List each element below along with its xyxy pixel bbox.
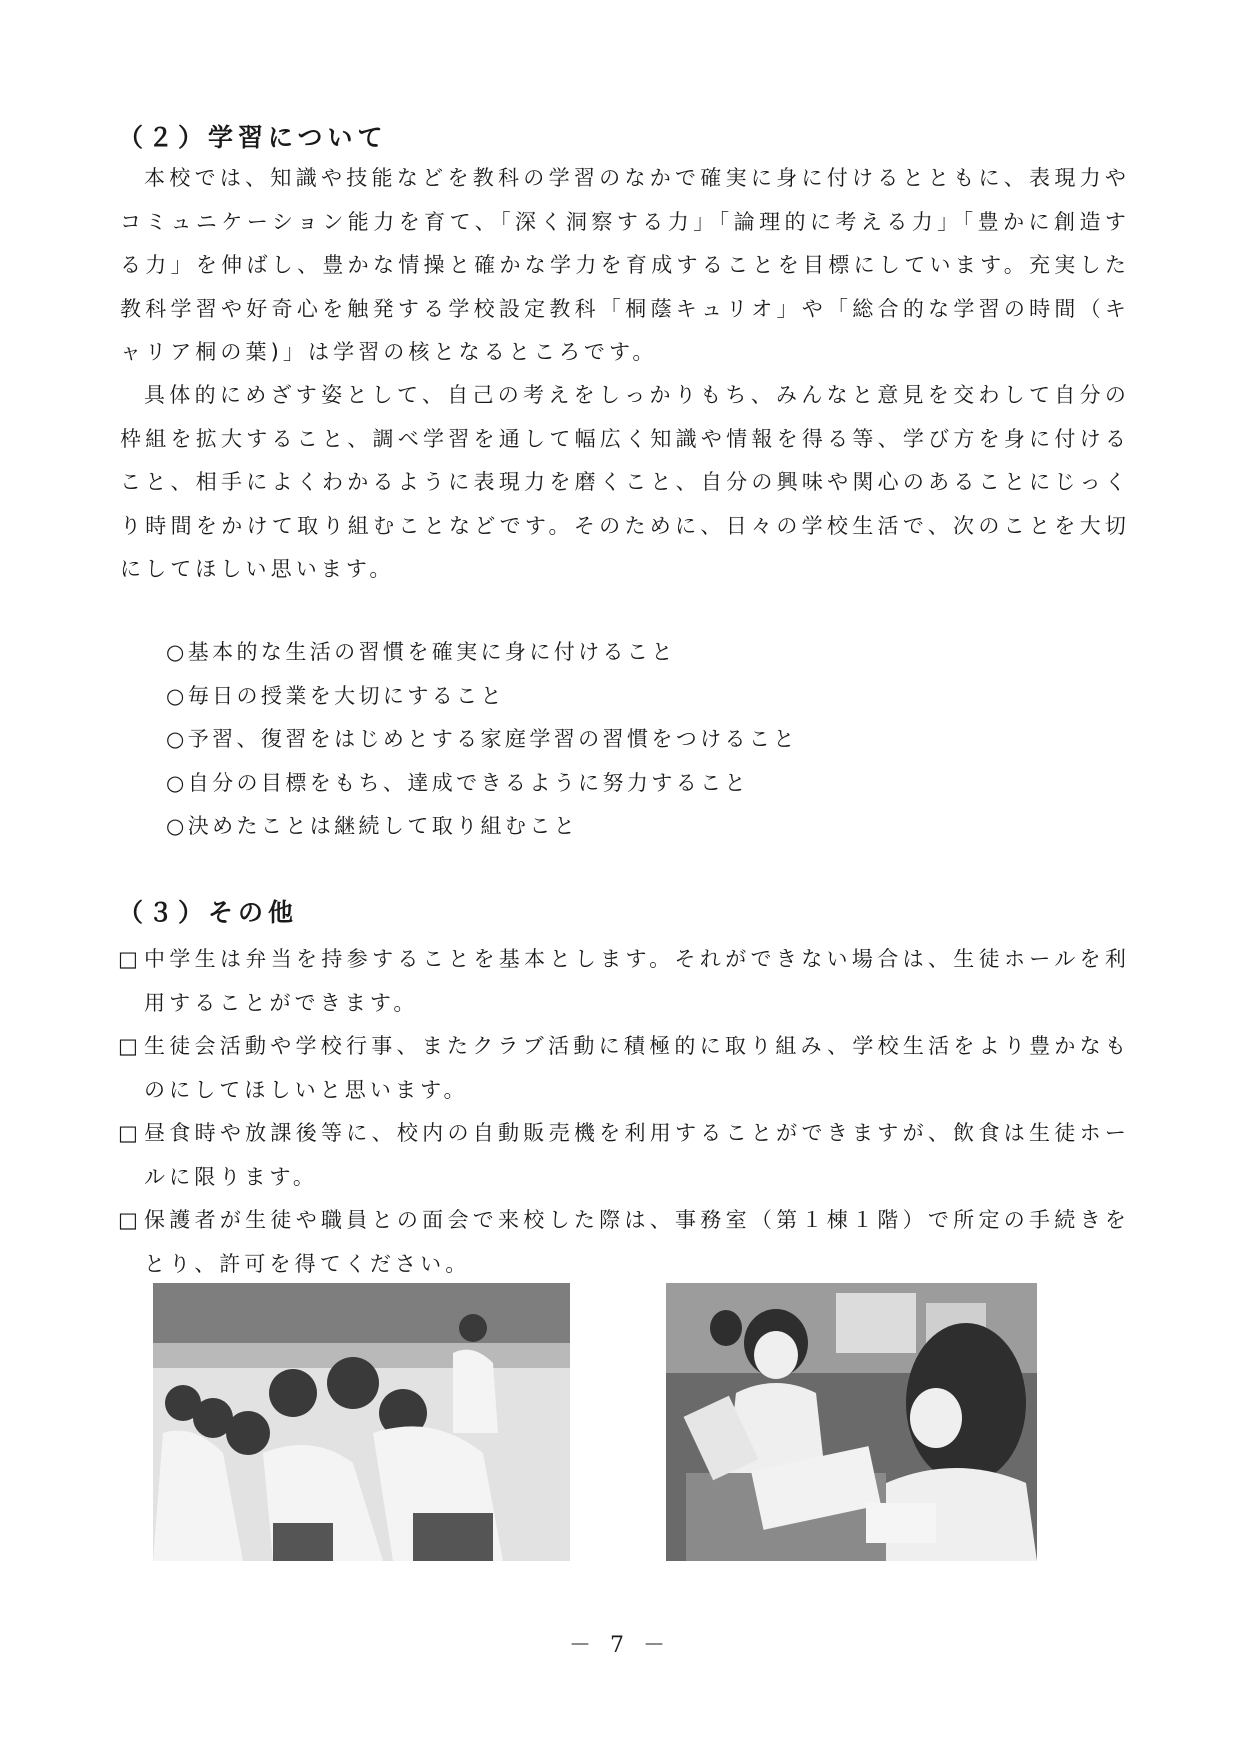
list-item: ○予習、復習をはじめとする家庭学習の習慣をつけること xyxy=(166,727,798,751)
paragraph-learning-goals: 本校では、知識や技能などを教科の学習のなかで確実に身に付けるとともに、表現力やコミュニケーション能力を育て、「深く洞察する力」「論理的に考える力」「豊かに創造する力」を伸ばし、豊かな情操と確かな学力を育成することを目標にしています。充実した教科学習や好奇心を触発する学校設定教科「桐蔭キュリオ」や「総合的な学習の時間（キャリア桐の葉)」は学習の核となるところです。 xyxy=(120,166,1130,364)
section-heading-other: （３）その他 xyxy=(118,898,299,927)
paragraph-desired-student: 具体的にめざす姿として、自己の考えをしっかりもち、みんなと意見を交わして自分の枠組を拡大すること、調べ学習を通して幅広く知識や情報を得る等、学び方を身に付けること、相手によくわかるように表現力を磨くこと、自分の興味や関心のあることにじっくり時間をかけて取り組むことなどです。そのために、日々の学校生活で、次のことを大切にしてほしい思います。 xyxy=(120,383,1130,581)
list-item: ○基本的な生活の習慣を確実に身に付けること xyxy=(166,640,676,664)
section-heading-learning: （２）学習について xyxy=(118,123,388,152)
checkbox-bullet-icon: □ xyxy=(118,1121,142,1145)
list-item xyxy=(118,1199,1130,1286)
checkbox-bullet-icon: □ xyxy=(118,947,142,971)
checkbox-bullet-icon: □ xyxy=(118,1208,142,1232)
list-item xyxy=(118,1112,1130,1199)
other-notes-list xyxy=(118,938,1130,1286)
list-item xyxy=(118,938,1130,1025)
note-text: 保護者が生徒や職員との面会で来校した際は、事務室（第１棟１階）で所定の手続きをとり、許可を得てください。 xyxy=(144,1208,1130,1276)
list-item: ○決めたことは継続して取り組むこと xyxy=(166,814,579,838)
list-item xyxy=(118,1025,1130,1112)
checkbox-bullet-icon: □ xyxy=(118,1034,142,1058)
photo-classroom-discussion xyxy=(666,1283,1037,1561)
page-number: － 7 － xyxy=(569,1633,671,1658)
photo-tug-of-war xyxy=(153,1283,570,1561)
note-text: 生徒会活動や学校行事、またクラブ活動に積極的に取り組み、学校生活をより豊かなものにしてほしいと思います。 xyxy=(144,1034,1130,1102)
learning-goals-list xyxy=(166,631,798,849)
note-text: 昼食時や放課後等に、校内の自動販売機を利用することができますが、飲食は生徒ホールに限ります。 xyxy=(144,1121,1130,1189)
note-text: 中学生は弁当を持参することを基本とします。それができない場合は、生徒ホールを利用することができます。 xyxy=(144,947,1130,1015)
list-item: ○毎日の授業を大切にすること xyxy=(166,683,505,708)
list-item: ○自分の目標をもち、達成できるように努力すること xyxy=(166,770,749,795)
